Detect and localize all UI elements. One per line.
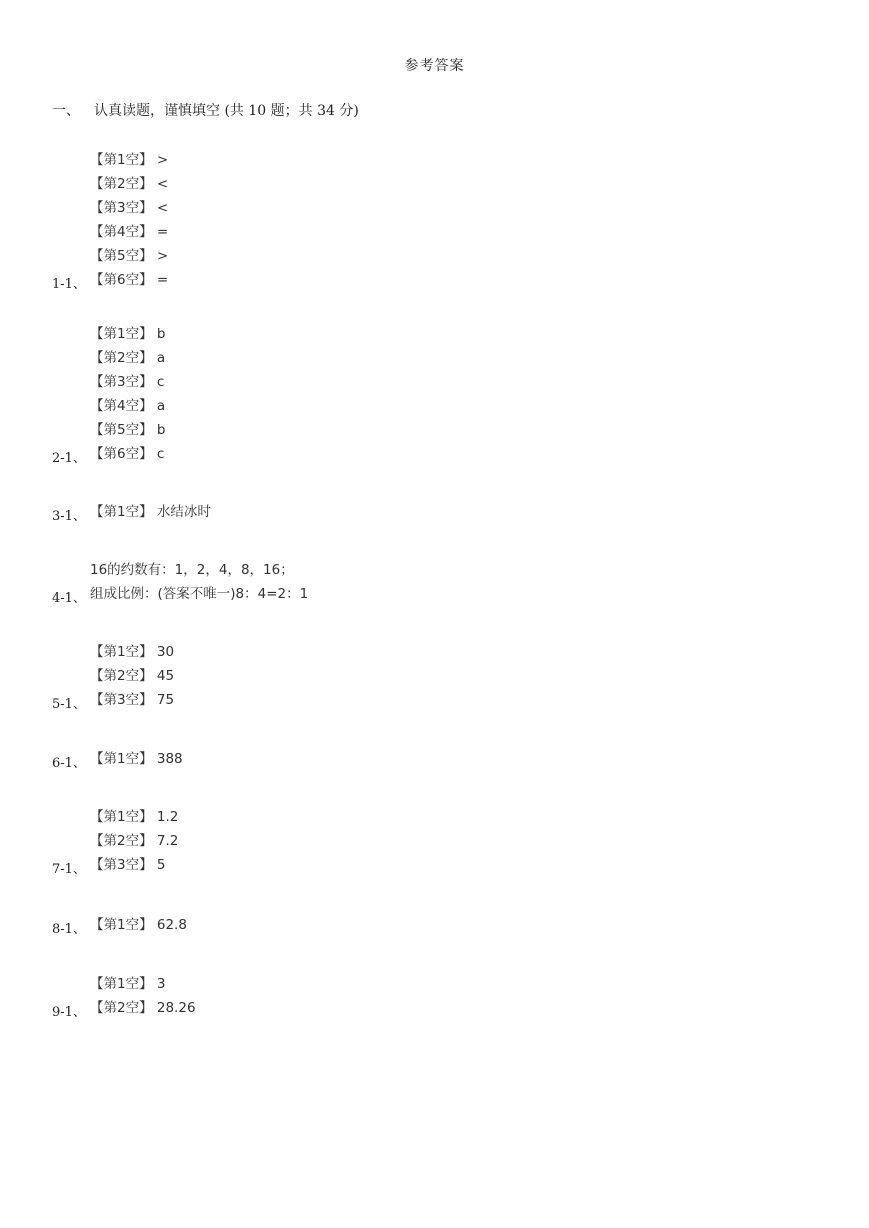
answer-line: 【第5空】 b	[90, 422, 166, 438]
answer-line: 【第3空】 c	[90, 374, 165, 390]
answer-line: 【第4空】 =	[90, 224, 169, 240]
question-number-label: 8-1、	[52, 922, 86, 937]
answer-line: 【第6空】 =	[90, 272, 169, 288]
question-number-label: 4-1、	[52, 591, 86, 606]
answer-line: 【第3空】 5	[90, 857, 166, 873]
answer-line: 组成比例：(答案不唯一)8：4=2：1	[90, 586, 309, 602]
answer-line: 【第1空】 3	[90, 976, 166, 992]
answer-line: 【第6空】 c	[90, 446, 165, 462]
answer-line: 【第2空】 7.2	[90, 833, 179, 849]
answer-line: 【第1空】 >	[90, 152, 169, 168]
answer-line: 【第3空】 <	[90, 200, 169, 216]
question-number-label: 3-1、	[52, 509, 86, 524]
answer-line: 16的约数有：1，2，4，8，16；	[90, 562, 294, 578]
section-title: 认真读题，谨慎填空 (共 10 题；共 34 分)	[94, 103, 359, 119]
answer-line: 【第2空】 28.26	[90, 1000, 196, 1016]
section-heading	[52, 100, 359, 120]
answer-line: 【第5空】 >	[90, 248, 169, 264]
answer-line: 【第1空】 b	[90, 326, 166, 342]
answer-line: 【第2空】 a	[90, 350, 166, 366]
page-title: 参考答案	[404, 58, 465, 74]
question-number-label: 9-1、	[52, 1005, 86, 1020]
answer-line: 【第3空】 75	[90, 692, 175, 708]
section-number: 一、	[52, 103, 80, 119]
question-number-label: 7-1、	[52, 862, 86, 877]
answer-line: 【第1空】 1.2	[90, 809, 179, 825]
answer-line: 【第1空】 388	[90, 751, 183, 767]
question-number-label: 2-1、	[52, 451, 86, 466]
answer-line: 【第1空】 水结冰时	[90, 504, 211, 520]
answer-line: 【第2空】 45	[90, 668, 175, 684]
question-number-label: 1-1、	[52, 277, 86, 292]
question-number-label: 6-1、	[52, 756, 86, 771]
answer-line: 【第1空】 30	[90, 644, 175, 660]
answer-line: 【第2空】 <	[90, 176, 169, 192]
answer-line: 【第4空】 a	[90, 398, 166, 414]
answer-line: 【第1空】 62.8	[90, 917, 187, 933]
question-number-label: 5-1、	[52, 697, 86, 712]
